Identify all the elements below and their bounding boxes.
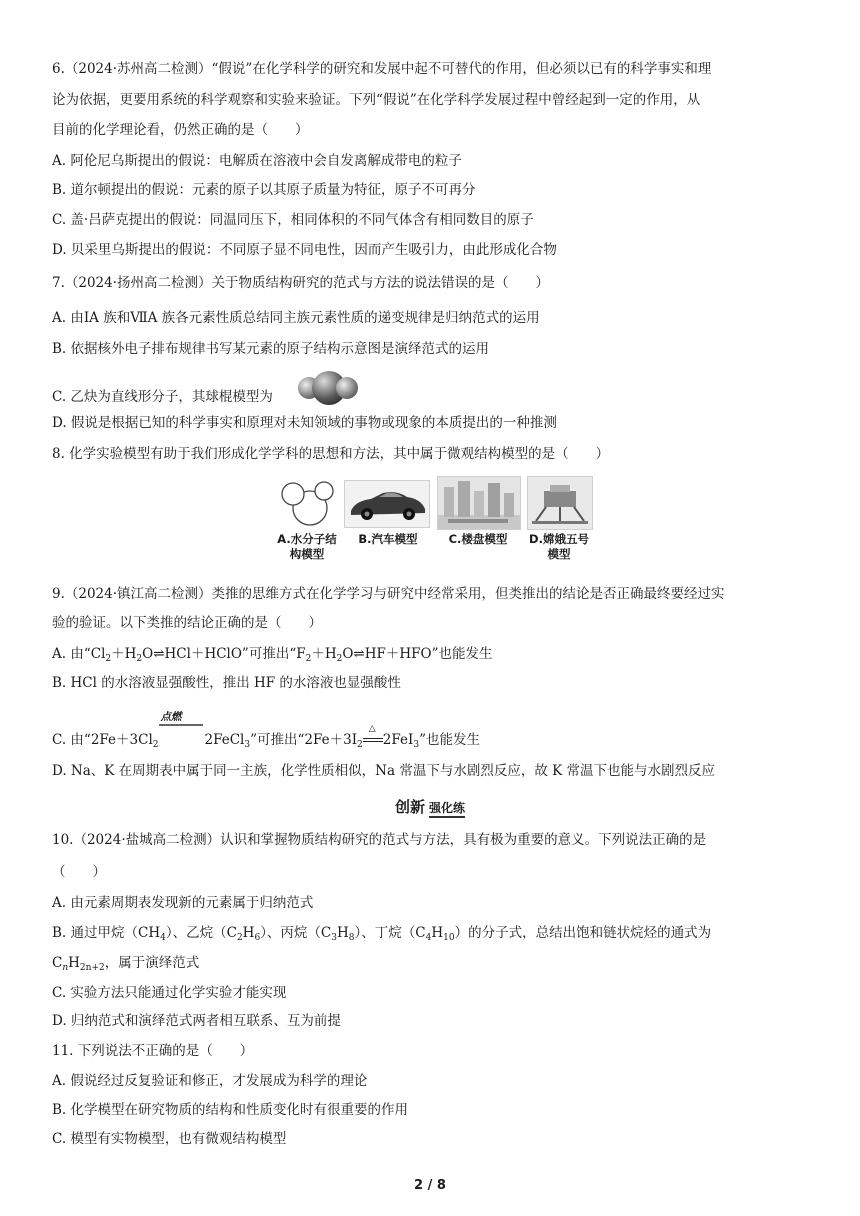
q6-stem-line1: 6.（2024·苏州高二检测）“假说”在化学科学的研究和发展中起不可替代的作用，但必须以已有的科学事实和理 — [52, 61, 712, 77]
q6-option-c: C. 盖·吕萨克提出的假说：同温同压下，相同体积的不同气体含有相同数目的原子 — [52, 212, 534, 228]
q8-stem: 8. 化学实验模型有助于我们形成化学学科的思想和方法，其中属于微观结构模型的是（ ） — [52, 446, 610, 462]
q6-stem-line3: 目前的化学理论看，仍然正确的是（ ） — [52, 122, 309, 138]
q10-option-a: A. 由元素周期表发现新的元素属于归纳范式 — [52, 895, 314, 911]
q6-option-a: A. 阿伦尼乌斯提出的假说：电解质在溶液中会自发离解成带电的粒子 — [52, 153, 462, 169]
q10-option-b-line1: B. 通过甲烷$(CH_4)$、乙烷$(C_2H_6)$、丙烷$(C_3H_8)$、丁烷$(C_4H_{10})$的分子式，总结出饱和链状烷烃的通式为 — [52, 925, 712, 943]
caption-a-line1: A.水分子结 — [277, 532, 337, 546]
q11-option-a: A. 假说经过反复验证和修正，才发展成为科学的理论 — [52, 1073, 368, 1089]
caption-b: B.汽车模型 — [358, 532, 418, 546]
q7-stem: 7.（2024·扬州高二检测）关于物质结构研究的范式与方法的说法错误的是（ ） — [52, 275, 550, 291]
q6-stem-line2: 论为依据，更要用系统的科学观察和实验来验证。下列“假说”在化学科学发展过程中曾经起到一定的作用，从 — [52, 92, 701, 108]
q7-option-d: D. 假说是根据已知的科学事实和原理对未知领域的事物或现象的本质提出的一种推测 — [52, 415, 557, 431]
page-number: 2 / 8 — [414, 1178, 446, 1193]
q10-option-b-line2: $C_nH_{2n+2}$，属于演绎范式 — [52, 955, 200, 973]
change5-lander-model-image — [527, 476, 593, 530]
q9-stem-line1: 9.（2024·镇江高二检测）类推的思维方式在化学学习与研究中经常采用，但类推出的结论是否正确最终要经过实 — [52, 586, 725, 602]
q9-option-b: B. HCl 的水溶液显强酸性，推出 HF 的水溶液也显强酸性 — [52, 675, 401, 691]
q6-option-d: D. 贝采里乌斯提出的假说：不同原子显不同电性，因而产生吸引力，由此形成化合物 — [52, 242, 557, 258]
q11-stem: 11. 下列说法不正确的是（ ） — [52, 1043, 254, 1059]
q7-option-b: B. 依据核外电子排布规律书写某元素的原子结构示意图是演绎范式的运用 — [52, 341, 490, 357]
q11-option-c: C. 模型有实物模型，也有微观结构模型 — [52, 1131, 287, 1147]
condition-ignite: 点燃 — [160, 710, 182, 723]
caption-c: C.楼盘模型 — [448, 532, 508, 546]
q6-option-b: B. 道尔顿提出的假说：元素的原子以其原子质量为特征，原子不可再分 — [52, 182, 476, 198]
q9-option-d: D. Na、K 在周期表中属于同一主族，化学性质相似，Na 常温下与水剧烈反应，故 K 常温下也能与水剧烈反应 — [52, 763, 715, 779]
section-heading: 创新 强化练 — [394, 798, 466, 816]
q10-option-c: C. 实验方法只能通过化学实验才能实现 — [52, 985, 287, 1001]
q9-option-c: C. 由“$2Fe+3Cl_2$ 点燃 2FeCl$_3$”可推出“$2Fe+3I_2$ △ 2FeI$_3$”也能发生 — [52, 731, 480, 749]
water-molecule-model-image — [276, 478, 338, 528]
q7-option-c: C. 乙炔为直线形分子，其球棍模型为 — [52, 389, 273, 405]
caption-a-line2: 构模型 — [289, 547, 325, 561]
q10-stem-line1: 10.（2024·盐城高二检测）认识和掌握物质结构研究的范式与方法，具有极为重要的意义。下列说法正确的是 — [52, 832, 707, 848]
q9-option-a: A. 由“$Cl_2+H_2O\rightleftharpoons HCl+HClO$”可推出“$F_2+H_2O\rightleftharpoons HF+HFO$”也能发生 — [52, 646, 493, 664]
car-model-image — [344, 480, 430, 528]
q10-stem-line2: （ ） — [52, 864, 106, 880]
q10-option-d: D. 归纳范式和演绎范式两者相互联系、互为前提 — [52, 1013, 341, 1029]
building-model-image — [437, 476, 521, 530]
q11-option-b: B. 化学模型在研究物质的结构和性质变化时有很重要的作用 — [52, 1102, 409, 1118]
caption-d-line1: D.嫦娥五号 — [529, 532, 589, 546]
caption-d-line2: 模型 — [547, 547, 571, 561]
acetylene-ball-stick-model-image — [298, 371, 360, 405]
q7-option-a: A. 由ⅠA 族和ⅦA 族各元素性质总结同主族元素性质的递变规律是归纳范式的运用 — [52, 310, 540, 326]
q9-stem-line2: 验的验证。以下类推的结论正确的是（ ） — [52, 615, 322, 631]
condition-heat: △ — [368, 723, 376, 734]
